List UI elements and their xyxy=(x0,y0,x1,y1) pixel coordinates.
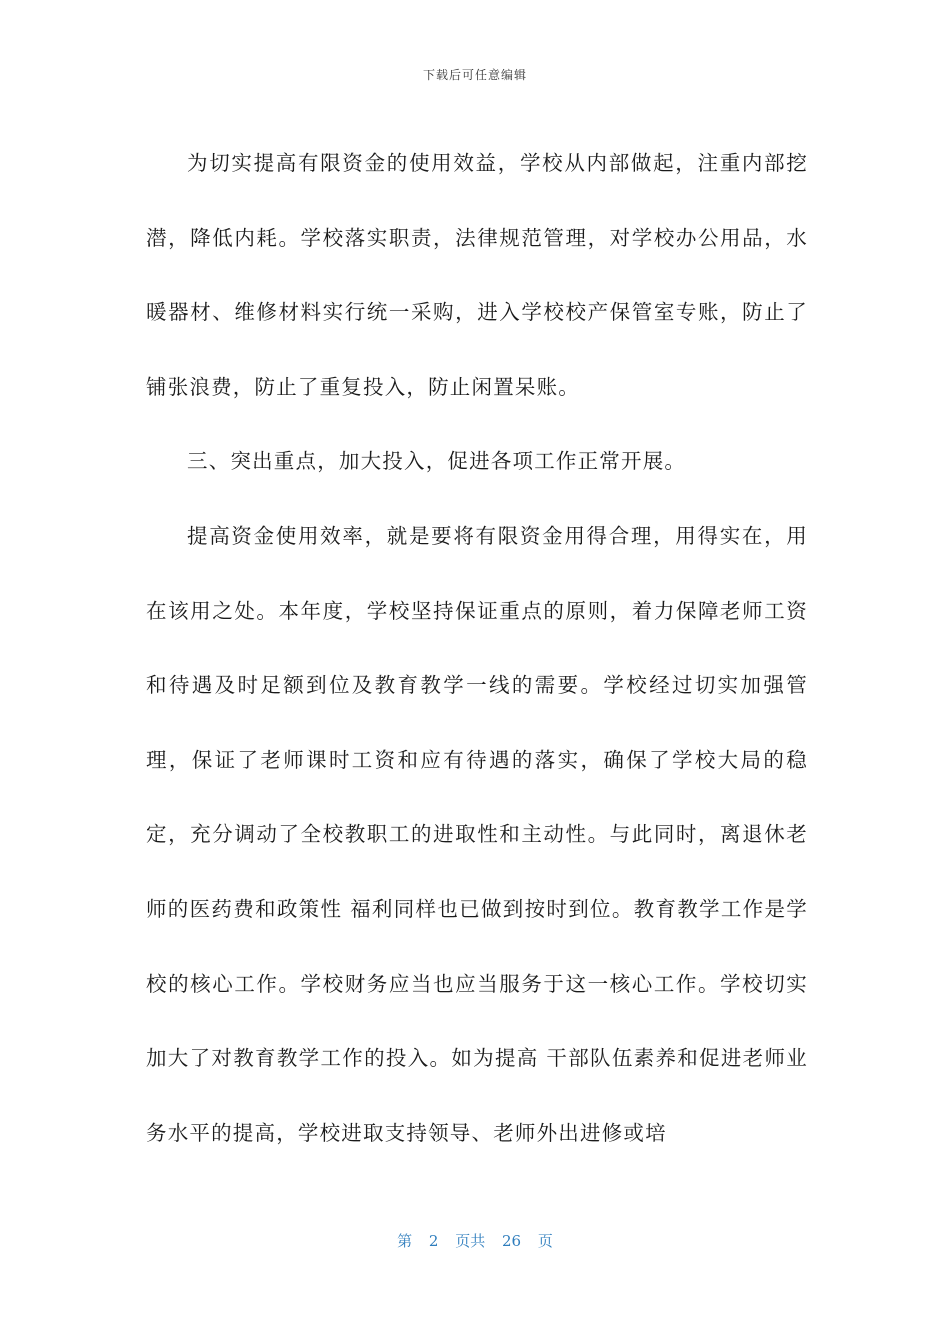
body-text xyxy=(146,126,808,1170)
footer-page-suffix: 页 xyxy=(537,1232,553,1250)
paragraph-1: 为切实提高有限资金的使用效益，学校从内部做起，注重内部挖潜，降低内耗。学校落实职责，法律规范管理，对学校办公用品，水暖器材、维修材料实行统一采购，进入学校校产保管室专账，防止了铺张浪费，防止了重复投入，防止闲置呆账。 xyxy=(146,151,808,399)
paragraph-3: 提高资金使用效率，就是要将有限资金用得合理，用得实在，用在该用之处。本年度，学校坚持保证重点的原则，着力保障老师工资和待遇及时足额到位及教育教学一线的需要。学校经过切实加强管理，保证了老师课时工资和应有待遇的落实，确保了学校大局的稳定，充分调动了全校教职工的进取性和主动性。与此同时，离退休老师的医药费和政策性 福利同样也已做到按时到位。教育教学工作是学校的核心工作。学校财务应当也应当服务于这一核心工作。学校切实加大了对教育教学工作的投入。如为提高 干部队伍素养和促进老师业务水平的提高，学校进取支持领导、老师外出进修或培 xyxy=(146,523,808,1145)
footer-total-pages: 26 xyxy=(502,1232,522,1250)
footer-page-prefix: 第 xyxy=(397,1232,413,1250)
page-footer xyxy=(0,1230,950,1251)
footer-current-page: 2 xyxy=(428,1232,439,1250)
paragraph-2: 三、突出重点，加大投入，促进各项工作正常开展。 xyxy=(187,449,687,474)
header-note: 下载后可任意编辑 xyxy=(422,68,527,82)
footer-page-mid: 页共 xyxy=(455,1232,486,1250)
